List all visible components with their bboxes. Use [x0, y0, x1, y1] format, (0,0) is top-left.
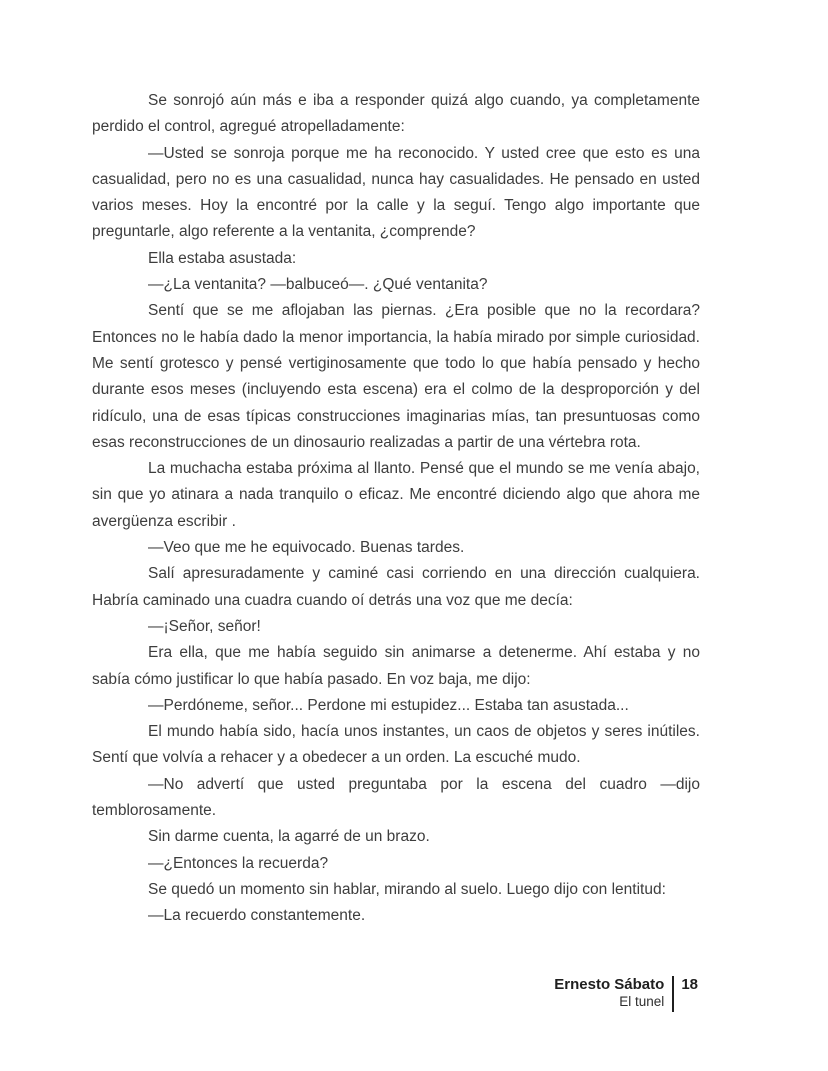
paragraph: Se sonrojó aún más e iba a responder quizá algo cuando, ya completamente perdido el control, agregué atropelladamente:: [92, 92, 700, 136]
paragraph: Sin darme cuenta, la agarré de un brazo.: [148, 828, 430, 846]
paragraph: Ella estaba asustada:: [148, 249, 297, 267]
paragraph: —¡Señor, señor!: [148, 617, 261, 635]
paragraph: La muchacha estaba próxima al llanto. Pensé que el mundo se me venía abajo, sin que yo atinara a nada tranquilo o eficaz. Me encontré diciendo algo que ahora me avergüenza escribir .: [92, 460, 700, 530]
paragraph: —La recuerdo constantemente.: [148, 907, 366, 925]
paragraph: —Perdóneme, señor... Perdone mi estupidez... Estaba tan asustada...: [148, 696, 629, 714]
footer-author-block: [554, 976, 672, 1012]
footer-author: Ernesto Sábato: [554, 976, 665, 993]
paragraph: Salí apresuradamente y caminé casi corriendo en una dirección cualquiera. Habría caminado una cuadra cuando oí detrás una voz que me decía:: [92, 565, 700, 609]
paragraph: Era ella, que me había seguido sin animarse a detenerme. Ahí estaba y no sabía cómo justificar lo que había pasado. En voz baja, me dijo:: [92, 644, 700, 688]
page-number: 18: [681, 976, 698, 993]
paragraph: —Usted se sonroja porque me ha reconocido. Y usted cree que esto es una casualidad, pero no es una casualidad, nunca hay casualidades. He pensado en usted varios meses. Hoy la encontré por la calle y la seguí. Tengo algo importante que preguntarle, algo referente a la ventanita, ¿comprende?: [92, 144, 700, 241]
paragraph: —¿Entonces la recuerda?: [148, 854, 329, 872]
paragraph: —Veo que me he equivocado. Buenas tardes.: [148, 539, 465, 557]
paragraph: —¿La ventanita? —balbuceó—. ¿Qué ventanita?: [148, 276, 488, 294]
paragraph: Se quedó un momento sin hablar, mirando al suelo. Luego dijo con lentitud:: [148, 880, 666, 898]
footer-book-title: El tunel: [619, 994, 665, 1009]
paragraph: —No advertí que usted preguntaba por la escena del cuadro —dijo temblorosamente.: [92, 775, 700, 820]
paragraph: El mundo había sido, hacía unos instantes, un caos de objetos y seres inútiles. Sentí que volvía a rehacer y a obedecer a un orden. La escuché mudo.: [92, 723, 700, 767]
page-footer: [554, 976, 698, 1012]
paragraph: Sentí que se me aflojaban las piernas. ¿Era posible que no la recordara? Entonces no le había dado la menor importancia, la había mirado por simple curiosidad. Me sentí grotesco y pensé vertiginosamente que todo lo que había pensado y hecho durante esos meses (incluyendo esta escena) era el colmo de la desproporción y del ridículo, una de esas típicas construcciones imaginarias mías, tan presuntuosas como esas reconstrucciones de un dinosaurio realizadas a partir de una vértebra rota.: [92, 302, 700, 451]
page-text: [92, 88, 700, 930]
